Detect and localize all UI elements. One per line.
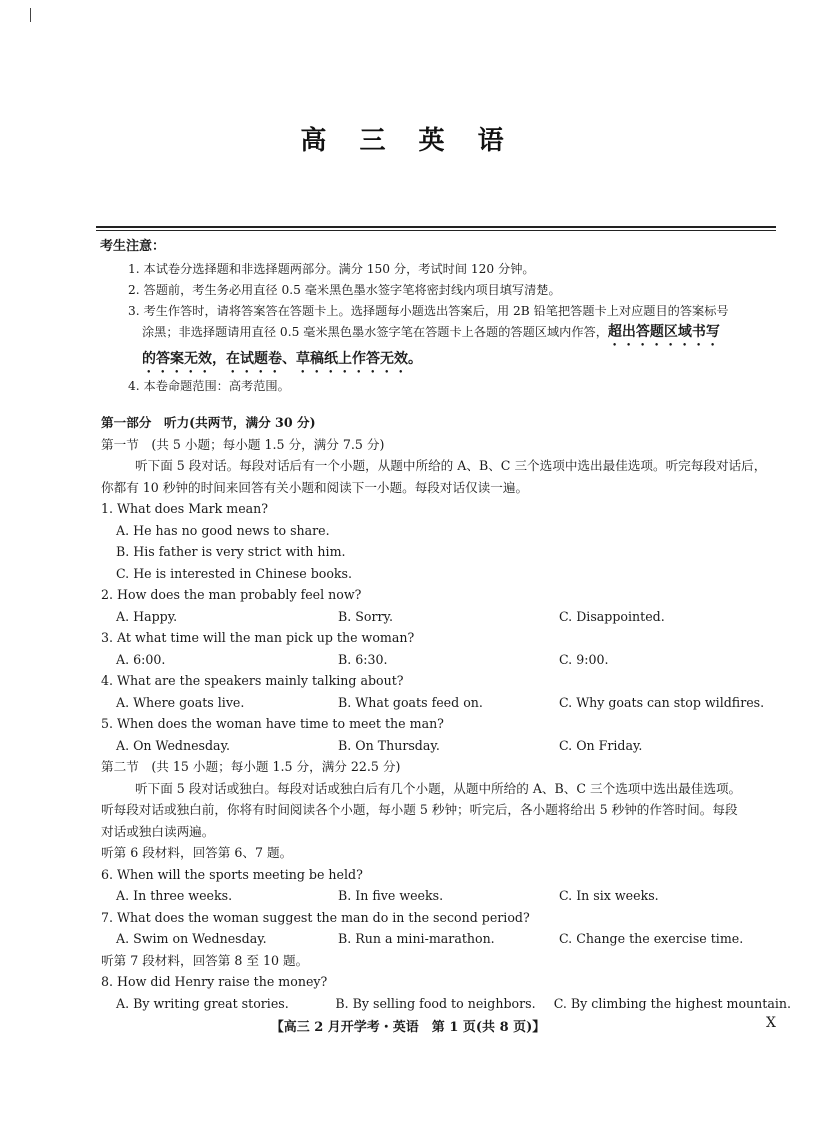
question-5-option-b: B. On Thursday. [338, 737, 440, 753]
question-1-option-b: B. His father is very strict with him. [116, 544, 346, 559]
question-4-option-b: B. What goats feed on. [338, 694, 483, 710]
section1-instruction-1: 听下面 5 段对话。每段对话后有一个小题，从题中所给的 A、B、C 三个选项中选出最佳选项。听完每段对话后， [135, 458, 767, 473]
question-3-options [101, 649, 791, 671]
section1-heading: 第一节 (共 5 小题；每小题 1.5 分，满分 7.5 分) [101, 436, 385, 452]
question-5-option-c: C. On Friday. [559, 737, 643, 753]
page-footer: 【高三 2 月开学考・英语 第 1 页(共 8 页)】 [270, 1020, 546, 1035]
section2-instruction-3: 对话或独白读两遍。 [101, 823, 215, 839]
question-6-option-a: A. In three weeks. [116, 888, 233, 903]
question-4-option-c: C. Why goats can stop wildfires. [559, 694, 765, 710]
question-2-options [101, 606, 791, 628]
question-6-options [101, 885, 791, 907]
notice-emphasis-2: 的答案无效，在试题卷、草稿纸上作答无效。 [142, 351, 422, 367]
section2-heading: 第二节 (共 15 小题；每小题 1.5 分，满分 22.5 分) [101, 759, 401, 774]
question-4-options [101, 692, 791, 714]
notice-heading: 考生注意： [100, 239, 166, 254]
notice-item-2: 2. 答题前，考生务必用直径 0.5 毫米黑色墨水签字笔将密封线内项目填写清楚。 [128, 283, 561, 297]
page-title: 高 三 英 语 [300, 126, 516, 156]
header-rule [96, 226, 776, 228]
question-3-option-c: C. 9:00. [559, 651, 609, 667]
question-1-option-a: A. He has no good news to share. [116, 522, 330, 538]
footer-version-mark: X [766, 1015, 776, 1031]
material-6-note: 听第 6 段材料，回答第 6、7 题。 [101, 845, 293, 860]
question-2-option-a: A. Happy. [116, 608, 178, 624]
question-7: 7. What does the woman suggest the man do in the second period? [101, 909, 530, 925]
material-7-note: 听第 7 段材料，回答第 8 至 10 题。 [101, 952, 309, 968]
question-2-option-b: B. Sorry. [338, 608, 393, 624]
section1-instruction-2: 你都有 10 秒钟的时间来回答有关小题和阅读下一小题。每段对话仅读一遍。 [101, 479, 529, 495]
part1-heading: 第一部分 听力(共两节，满分 30 分) [101, 415, 316, 430]
question-6: 6. When will the sports meeting be held? [101, 866, 363, 882]
question-3-option-b: B. 6:30. [338, 651, 388, 667]
notice-item-3-cont [100, 322, 790, 349]
notice-item-3-line2: 涂黑；非选择题请用直径 0.5 毫米黑色墨水签字笔在答题卡上各题的答题区域内作答， [142, 325, 608, 339]
question-8-option-c: C. By climbing the highest mountain. [553, 995, 791, 1011]
question-7-option-a: A. Swim on Wednesday. [116, 931, 267, 946]
question-5-option-a: A. On Wednesday. [116, 737, 231, 753]
question-3-option-a: A. 6:00. [116, 651, 166, 667]
notice-box [100, 235, 790, 397]
question-6-option-c: C. In six weeks. [559, 888, 659, 903]
question-3: 3. At what time will the man pick up the woman? [101, 630, 415, 645]
question-4: 4. What are the speakers mainly talking about? [101, 673, 404, 688]
notice-item-1: 1. 本试卷分选择题和非选择题两部分。满分 150 分，考试时间 120 分钟。 [128, 262, 535, 276]
question-7-option-c: C. Change the exercise time. [559, 931, 744, 946]
question-8: 8. How did Henry raise the money? [101, 974, 328, 989]
question-1: 1. What does Mark mean? [101, 501, 269, 516]
section2-instruction-1: 听下面 5 段对话或独白。每段对话或独白后有几个小题，从题中所给的 A、B、C 三个选项中选出最佳选项。 [135, 780, 742, 796]
header-rule-thin [96, 230, 776, 231]
question-7-options [101, 928, 791, 950]
listening-part [101, 412, 791, 1014]
notice-emphasis-1: 超出答题区域书写 [607, 324, 720, 340]
question-5-options [101, 735, 791, 757]
question-2: 2. How does the man probably feel now? [101, 587, 362, 602]
question-6-option-b: B. In five weeks. [338, 888, 444, 903]
question-8-option-b: B. By selling food to neighbors. [335, 995, 536, 1011]
question-8-option-a: A. By writing great stories. [116, 995, 289, 1011]
notice-item-3: 3. 考生作答时，请将答案答在答题卡上。选择题每小题选出答案后，用 2B 铅笔把答题卡上对应题目的答案标号 [128, 304, 729, 318]
notice-item-4: 4. 本卷命题范围：高考范围。 [128, 379, 290, 393]
question-7-option-b: B. Run a mini-marathon. [338, 931, 495, 946]
section2-instruction-2: 听每段对话或独白前，你将有时间阅读各个小题，每小题 5 秒钟；听完后，各小题将给出 5 秒钟的作答时间。每段 [101, 802, 738, 817]
scan-corner-mark [30, 8, 31, 22]
question-4-option-a: A. Where goats live. [116, 694, 245, 710]
question-5: 5. When does the woman have time to meet the man? [101, 716, 444, 731]
question-2-option-c: C. Disappointed. [559, 608, 665, 624]
question-1-option-c: C. He is interested in Chinese books. [116, 565, 353, 581]
question-8-options [101, 993, 791, 1015]
